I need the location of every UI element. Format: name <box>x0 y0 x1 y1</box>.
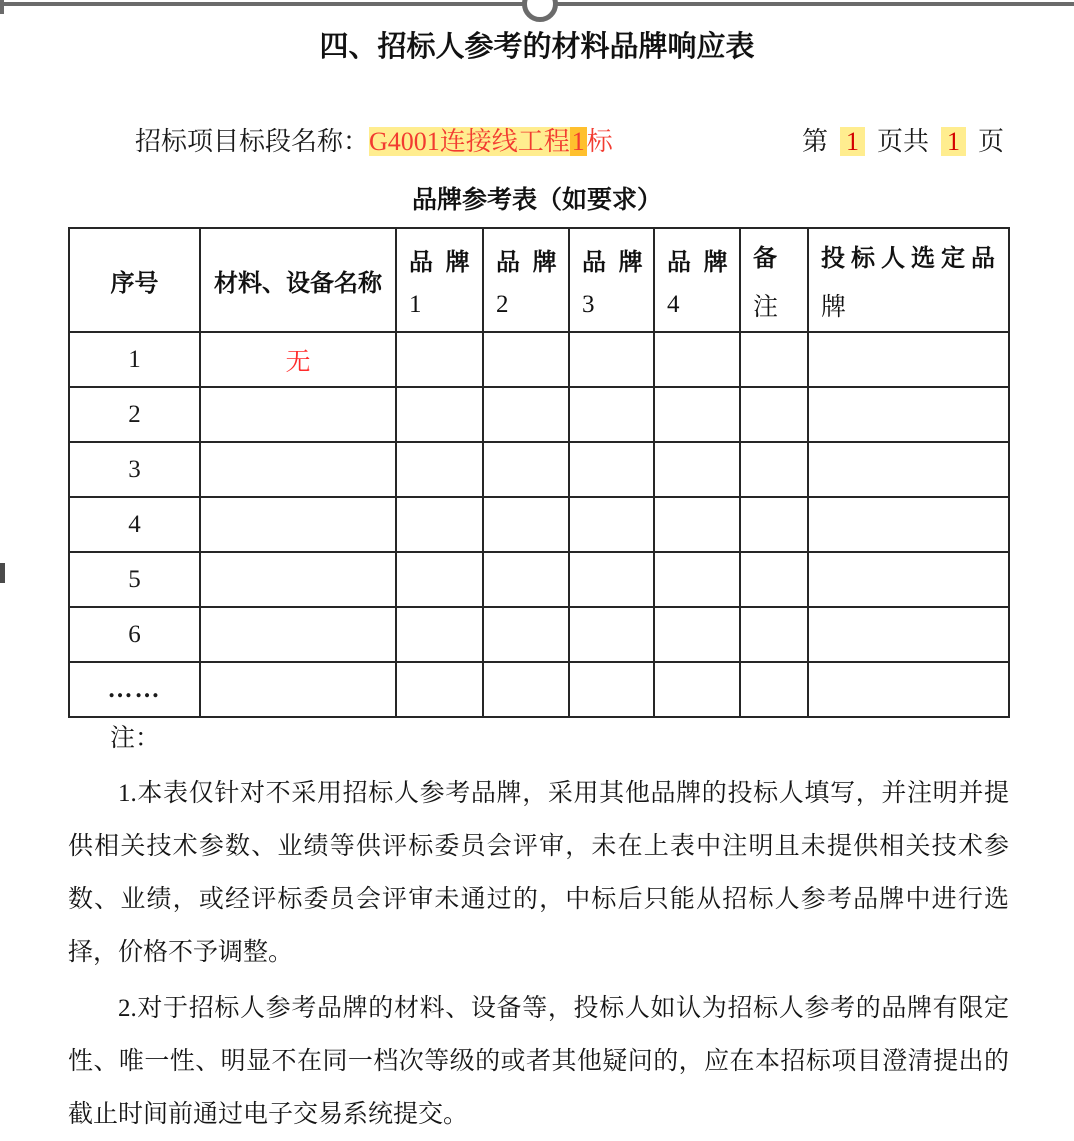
cell-remarks[interactable] <box>740 497 808 552</box>
cell-brand-3[interactable] <box>569 607 654 662</box>
cell-brand-2[interactable] <box>483 332 569 387</box>
selection-handle-left-icon[interactable] <box>0 563 5 583</box>
col-header-material-name: 材料、设备名称 <box>200 228 396 332</box>
cell-material-name[interactable] <box>200 442 396 497</box>
table-row <box>69 607 1009 662</box>
table-row <box>69 497 1009 552</box>
cell-brand-1[interactable] <box>396 607 483 662</box>
cell-brand-3[interactable] <box>569 442 654 497</box>
table-row <box>69 442 1009 497</box>
project-name-highlighted: G4001连接线工程 <box>369 127 570 156</box>
cell-brand-4[interactable] <box>654 332 740 387</box>
cell-brand-4[interactable] <box>654 552 740 607</box>
project-section-name <box>135 121 613 158</box>
col-header-brand-2: 品 牌 2 <box>483 228 569 332</box>
table-row <box>69 662 1009 717</box>
cell-seq[interactable]: 3 <box>69 442 200 497</box>
cell-selected-brand[interactable] <box>808 332 1009 387</box>
cell-material-name[interactable] <box>200 662 396 717</box>
col-header-brand-4: 品 牌 4 <box>654 228 740 332</box>
project-section-number-highlighted: 1 <box>571 127 585 156</box>
cell-seq[interactable]: 5 <box>69 552 200 607</box>
cell-material-name[interactable] <box>200 607 396 662</box>
cell-seq[interactable]: 4 <box>69 497 200 552</box>
cell-brand-2[interactable] <box>483 442 569 497</box>
note-paragraph-2: 2.对于招标人参考品牌的材料、设备等，投标人如认为招标人参考的品牌有限定性、唯一性、明显不在同一档次等级的或者其他疑问的，应在本招标项目澄清提出的截止时间前通过电子交易系统提交。 <box>68 995 1009 1128</box>
cell-remarks[interactable] <box>740 442 808 497</box>
notes-section <box>68 714 1009 1141</box>
cell-remarks[interactable] <box>740 387 808 442</box>
cell-brand-2[interactable] <box>483 387 569 442</box>
selection-drag-handle-icon[interactable] <box>522 0 558 22</box>
project-name-tail: 标 <box>586 127 613 156</box>
cell-brand-1[interactable] <box>396 387 483 442</box>
col-header-remarks: 备 注 <box>740 228 808 332</box>
col-header-bidder-selected-brand: 投标人选定品 牌 <box>808 228 1009 332</box>
current-page-number: 1 <box>840 127 865 156</box>
brand-reference-table <box>68 227 1010 718</box>
cell-brand-3[interactable] <box>569 662 654 717</box>
col-header-seq: 序号 <box>69 228 200 332</box>
notes-label: 注： <box>110 725 161 752</box>
cell-brand-2[interactable] <box>483 607 569 662</box>
cell-material-name[interactable] <box>200 387 396 442</box>
cell-selected-brand[interactable] <box>808 607 1009 662</box>
cell-brand-4[interactable] <box>654 662 740 717</box>
total-page-number: 1 <box>941 127 966 156</box>
cell-brand-2[interactable] <box>483 552 569 607</box>
cell-selected-brand[interactable] <box>808 662 1009 717</box>
cell-brand-2[interactable] <box>483 497 569 552</box>
cell-brand-1[interactable] <box>396 497 483 552</box>
cell-material-name[interactable] <box>200 497 396 552</box>
page-middle: 页共 <box>877 127 930 156</box>
cell-brand-1[interactable] <box>396 662 483 717</box>
cell-brand-3[interactable] <box>569 497 654 552</box>
col-header-brand-1: 品 牌 1 <box>396 228 483 332</box>
page-title: 四、招标人参考的材料品牌响应表 <box>319 31 755 63</box>
cell-brand-3[interactable] <box>569 332 654 387</box>
cell-brand-1[interactable] <box>396 552 483 607</box>
selection-border-corner <box>0 0 4 14</box>
table-row <box>69 552 1009 607</box>
table-caption: 品牌参考表（如要求） <box>411 186 662 214</box>
cell-seq[interactable]: 2 <box>69 387 200 442</box>
cell-remarks[interactable] <box>740 552 808 607</box>
col-header-brand-3: 品 牌 3 <box>569 228 654 332</box>
page-suffix: 页 <box>978 127 1005 156</box>
cell-selected-brand[interactable] <box>808 442 1009 497</box>
cell-brand-4[interactable] <box>654 497 740 552</box>
note-paragraph-1: 1.本表仅针对不采用招标人参考品牌，采用其他品牌的投标人填写，并注明并提供相关技术参数、业绩等供评标委员会评审，未在上表中注明且未提供相关技术参数、业绩，或经评标委员会评审未通过的，中标后只能从招标人参考品牌中进行选择，价格不予调整。 <box>68 780 1009 966</box>
cell-seq[interactable]: …… <box>69 662 200 717</box>
cell-brand-3[interactable] <box>569 552 654 607</box>
table-row <box>69 387 1009 442</box>
cell-remarks[interactable] <box>740 332 808 387</box>
cell-brand-1[interactable] <box>396 442 483 497</box>
page-number-indicator <box>800 121 1006 158</box>
cell-material-name[interactable]: 无 <box>200 332 396 387</box>
project-label: 招标项目标段名称： <box>135 127 370 156</box>
cell-brand-4[interactable] <box>654 442 740 497</box>
table-row <box>69 332 1009 387</box>
cell-seq[interactable]: 6 <box>69 607 200 662</box>
cell-material-name[interactable] <box>200 552 396 607</box>
cell-brand-4[interactable] <box>654 607 740 662</box>
table-header-row <box>69 228 1009 332</box>
cell-remarks[interactable] <box>740 607 808 662</box>
cell-selected-brand[interactable] <box>808 497 1009 552</box>
cell-brand-1[interactable] <box>396 332 483 387</box>
cell-remarks[interactable] <box>740 662 808 717</box>
cell-brand-3[interactable] <box>569 387 654 442</box>
cell-seq[interactable]: 1 <box>69 332 200 387</box>
cell-brand-2[interactable] <box>483 662 569 717</box>
cell-selected-brand[interactable] <box>808 387 1009 442</box>
cell-selected-brand[interactable] <box>808 552 1009 607</box>
page-prefix: 第 <box>802 127 829 156</box>
cell-brand-4[interactable] <box>654 387 740 442</box>
